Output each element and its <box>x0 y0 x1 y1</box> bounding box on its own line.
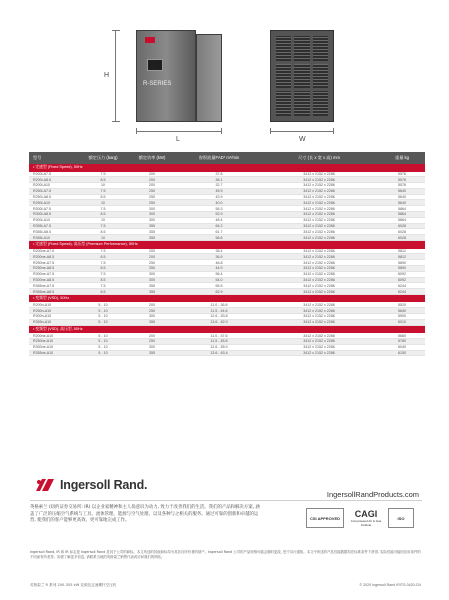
cell-weight: 5640 <box>398 195 406 200</box>
cell-fad: 11.5 - 44.6 <box>210 308 228 313</box>
cell-dimensions: 3412 x 2152 x 2286 <box>303 248 335 253</box>
cell-pressure: 5 - 10 <box>98 333 108 338</box>
cell-dimensions: 3412 x 2152 x 2286 <box>303 283 335 288</box>
cell-dimensions: 3412 x 2152 x 2286 <box>303 229 335 234</box>
cell-pressure: 7.5 <box>100 260 106 265</box>
cell-fad: 65.5 <box>215 283 223 288</box>
cell-weight: 5864 <box>398 212 406 217</box>
cell-fad: 56.6 <box>215 235 223 240</box>
cell-dimensions: 3412 x 2152 x 2286 <box>303 235 335 240</box>
cagi-badge <box>350 508 382 528</box>
cell-weight: 5864 <box>398 218 406 223</box>
cell-fad: 48.4 <box>215 218 223 223</box>
cell-dimensions: 3412 x 2152 x 2286 <box>303 189 335 194</box>
cell-pressure: 5 - 10 <box>98 308 108 313</box>
cell-model: R250n-A10 <box>33 308 52 313</box>
cell-power: 250 <box>149 339 155 344</box>
cell-pressure: 7.5 <box>100 224 106 229</box>
cell-model: R355ne-A10 <box>33 350 54 355</box>
cell-weight: 5780 <box>398 339 406 344</box>
cell-weight: 5576 <box>398 177 406 182</box>
cell-weight: 5900 <box>398 314 406 319</box>
header-dimensions: 尺寸 (长 x 宽 x 高) mm <box>298 155 340 160</box>
cell-weight: 5812 <box>398 248 406 253</box>
cell-weight: 5640 <box>398 200 406 205</box>
cell-power: 300 <box>149 272 155 277</box>
cell-model: R250i-A10 <box>33 200 50 205</box>
cell-weight: 5660 <box>398 333 406 338</box>
header-weight: 重量 kg <box>395 155 409 160</box>
cell-power: 250 <box>149 266 155 271</box>
cell-dimensions: 3412 x 2152 x 2286 <box>303 177 335 182</box>
header-model: 型号 <box>33 155 42 160</box>
cell-power: 355 <box>149 229 155 234</box>
cell-weight: 5576 <box>398 171 406 176</box>
cell-model: R355ne-A8.5 <box>33 289 55 294</box>
cell-weight: 6028 <box>398 229 406 234</box>
cell-weight: 5520 <box>398 302 406 307</box>
section-header: • 变频型 (VSD), 高压型, 50Hz <box>29 326 425 334</box>
cell-power: 200 <box>149 177 155 182</box>
cell-dimensions: 3412 x 2152 x 2286 <box>303 350 335 355</box>
cell-weight: 5812 <box>398 254 406 259</box>
spec-table <box>29 152 425 356</box>
cell-power: 300 <box>149 206 155 211</box>
cell-dimensions: 3412 x 2152 x 2286 <box>303 212 335 217</box>
cell-dimensions: 3412 x 2152 x 2286 <box>303 218 335 223</box>
cell-dimensions: 3412 x 2152 x 2286 <box>303 289 335 294</box>
cell-power: 355 <box>149 224 155 229</box>
brand-badge-icon <box>145 37 155 43</box>
cell-power: 355 <box>149 350 155 355</box>
cell-model: R300i-A7.5 <box>33 206 51 211</box>
cell-model: R200ne-A8.5 <box>33 254 55 259</box>
cell-dimensions: 3412 x 2152 x 2286 <box>303 195 335 200</box>
width-label: W <box>299 136 306 143</box>
cell-pressure: 8.5 <box>100 177 106 182</box>
cell-power: 200 <box>149 302 155 307</box>
cell-model: R355i-A8.5 <box>33 229 51 234</box>
cell-fad: 12.6 - 53.8 <box>210 314 228 319</box>
cell-weight: 5640 <box>398 189 406 194</box>
legal-text: Ingersoll Rand, IR 和 IR 标志是 Ingersoll Rand 及其子公司的商标。本文所述的其他商标均为其各自所有者的财产。Ingersoll Rand 公司的产品规格可能会随时更改, 恕不另行通知。本文中所述的产品性能数据均在标准条件下获得, 实际性能可能因应用条件的不同而有所差异。如需了解更多信息, 请联系当地的英格索兰销售代表或访问我们的网站。 <box>30 550 421 560</box>
cell-model: R200i-A7.5 <box>33 171 51 176</box>
cell-power: 200 <box>149 333 155 338</box>
cell-fad: 62.9 <box>215 289 223 294</box>
cell-dimensions: 3412 x 2152 x 2286 <box>303 277 335 282</box>
cell-fad: 36.1 <box>215 177 223 182</box>
cell-power: 200 <box>149 171 155 176</box>
front-label: R-SERIES <box>143 81 172 87</box>
cell-model: R200i-A10 <box>33 183 50 188</box>
cell-dimensions: 3412 x 2152 x 2286 <box>303 333 335 338</box>
cell-power: 250 <box>149 195 155 200</box>
cell-pressure: 7.5 <box>100 272 106 277</box>
cell-model: R200ne-A7.5 <box>33 248 55 253</box>
cell-fad: 64.2 <box>215 224 223 229</box>
cell-pressure: 5 - 10 <box>98 345 108 350</box>
cell-weight: 6092 <box>398 277 406 282</box>
footer-doc-title: 英格索兰 R 系列 200-355 kW 变频及定速螺杆空压机 <box>30 583 117 587</box>
cell-pressure: 8.5 <box>100 195 106 200</box>
cell-power: 250 <box>149 200 155 205</box>
cell-model: R300ne-A10 <box>33 345 54 350</box>
cell-pressure: 8.5 <box>100 254 106 259</box>
cell-model: R250i-A7.5 <box>33 189 51 194</box>
iso-badge: ISO <box>388 508 414 528</box>
cell-weight: 6040 <box>398 345 406 350</box>
cell-dimensions: 3412 x 2152 x 2286 <box>303 171 335 176</box>
cell-fad: 56.4 <box>215 272 223 277</box>
cell-power: 300 <box>149 314 155 319</box>
cell-dimensions: 3412 x 2152 x 2286 <box>303 302 335 307</box>
product-illustration <box>0 0 449 150</box>
cell-fad: 12.6 - 55.0 <box>210 345 228 350</box>
cell-model: R250ne-A8.5 <box>33 266 55 271</box>
cell-fad: 11.5 - 45.8 <box>210 339 228 344</box>
cell-power: 200 <box>149 183 155 188</box>
section-header: • 定速型 (Fixed Speed), 高压型 (Premium Performance), 50Hz <box>29 241 425 249</box>
cell-model: R200n-A10 <box>33 302 52 307</box>
cell-power: 250 <box>149 260 155 265</box>
cell-pressure: 5 - 10 <box>98 302 108 307</box>
cell-fad: 45.9 <box>215 189 223 194</box>
cell-dimensions: 3412 x 2152 x 2286 <box>303 266 335 271</box>
cell-weight: 5864 <box>398 206 406 211</box>
cell-weight: 6028 <box>398 224 406 229</box>
cell-model: R300ne-A7.5 <box>33 272 55 277</box>
compressor-side-view <box>196 34 222 122</box>
cell-power: 200 <box>149 248 155 253</box>
ingersoll-rand-mark-icon <box>34 477 56 493</box>
table-row <box>29 351 425 357</box>
cell-dimensions: 3412 x 2152 x 2286 <box>303 224 335 229</box>
cell-model: R250ne-A7.5 <box>33 260 55 265</box>
cell-fad: 52.9 <box>215 212 223 217</box>
cell-model: R355ne-A7.5 <box>33 283 55 288</box>
cell-dimensions: 3412 x 2152 x 2286 <box>303 254 335 259</box>
cell-fad: 38.4 <box>215 248 223 253</box>
cagi-subtitle: Compressed Air & Gas Institute <box>350 518 382 527</box>
cell-dimensions: 3412 x 2152 x 2286 <box>303 339 335 344</box>
website-link[interactable]: IngersollRandProducts.com <box>326 490 419 499</box>
header-pressure: 额定压力 (barg) <box>88 155 118 160</box>
csi-approved-badge: CSI APPROVED <box>306 508 344 528</box>
cell-model: R355i-A7.5 <box>33 224 51 229</box>
cagi-title: CAGI <box>354 508 378 519</box>
cell-weight: 6244 <box>398 283 406 288</box>
cell-power: 250 <box>149 189 155 194</box>
cell-fad: 44.9 <box>215 266 223 271</box>
cell-dimensions: 3412 x 2152 x 2286 <box>303 314 335 319</box>
height-dimension <box>112 30 120 122</box>
cell-fad: 46.8 <box>215 260 223 265</box>
cell-pressure: 10 <box>101 183 105 188</box>
cell-dimensions: 3412 x 2152 x 2286 <box>303 260 335 265</box>
height-label: H <box>104 72 110 79</box>
cell-power: 355 <box>149 320 155 325</box>
cell-model: R300n-A10 <box>33 314 52 319</box>
cell-pressure: 5 - 10 <box>98 320 108 325</box>
cell-power: 355 <box>149 289 155 294</box>
header-power: 额定功率 (kW) <box>138 155 166 160</box>
cell-fad: 13.6 - 62.0 <box>210 320 228 325</box>
cell-dimensions: 3412 x 2152 x 2286 <box>303 183 335 188</box>
cell-fad: 43.9 <box>215 195 223 200</box>
compressor-front-view <box>136 30 196 122</box>
cell-power: 355 <box>149 283 155 288</box>
cell-pressure: 5 - 10 <box>98 350 108 355</box>
cell-power: 200 <box>149 254 155 259</box>
cell-pressure: 8.5 <box>100 289 106 294</box>
table-header <box>29 152 425 164</box>
cell-dimensions: 3412 x 2152 x 2286 <box>303 200 335 205</box>
footer-divider <box>30 500 422 501</box>
cell-pressure: 5 - 10 <box>98 314 108 319</box>
cell-pressure: 8.5 <box>100 277 106 282</box>
cell-fad: 61.7 <box>215 229 223 234</box>
cell-model: R355n-A10 <box>33 320 52 325</box>
cell-pressure: 8.5 <box>100 212 106 217</box>
cell-model: R200ne-A10 <box>33 333 54 338</box>
cell-model: R300ne-A8.5 <box>33 277 55 282</box>
cell-weight: 6092 <box>398 272 406 277</box>
cell-dimensions: 3412 x 2152 x 2286 <box>303 320 335 325</box>
cell-fad: 11.0 - 37.6 <box>210 333 228 338</box>
cell-fad: 11.0 - 36.8 <box>210 302 228 307</box>
cell-pressure: 10 <box>101 200 105 205</box>
cell-weight: 6244 <box>398 289 406 294</box>
cell-power: 355 <box>149 235 155 240</box>
cell-model: R355i-A10 <box>33 235 50 240</box>
cell-weight: 6028 <box>398 235 406 240</box>
cell-pressure: 8.5 <box>100 266 106 271</box>
cell-pressure: 7.5 <box>100 248 106 253</box>
cell-fad: 36.9 <box>215 254 223 259</box>
cell-model: R200i-A8.5 <box>33 177 51 182</box>
cell-power: 250 <box>149 308 155 313</box>
cell-dimensions: 3412 x 2152 x 2286 <box>303 206 335 211</box>
cell-power: 300 <box>149 277 155 282</box>
length-label: L <box>176 136 180 143</box>
cell-dimensions: 3412 x 2152 x 2286 <box>303 272 335 277</box>
section-header: • 变频型 (VSD), 50Hz <box>29 295 425 303</box>
cell-fad: 40.0 <box>215 200 223 205</box>
footer-copyright: © 2020 Ingersoll Rand IRITS-0420-CN <box>359 583 421 587</box>
controller-screen-icon <box>147 59 163 71</box>
cell-fad: 55.3 <box>215 206 223 211</box>
cell-pressure: 10 <box>101 218 105 223</box>
cell-fad: 37.6 <box>215 171 223 176</box>
cell-weight: 5576 <box>398 183 406 188</box>
cell-weight: 6010 <box>398 320 406 325</box>
width-dimension <box>270 128 334 134</box>
certification-badges <box>306 506 424 530</box>
cell-weight: 5890 <box>398 260 406 265</box>
table-body <box>29 164 425 356</box>
cell-power: 300 <box>149 212 155 217</box>
cell-pressure: 7.5 <box>100 189 106 194</box>
cell-fad: 13.6 - 63.4 <box>210 350 228 355</box>
cell-pressure: 7.5 <box>100 206 106 211</box>
cell-pressure: 5 - 10 <box>98 339 108 344</box>
cell-fad: 32.7 <box>215 183 223 188</box>
cell-dimensions: 3412 x 2152 x 2286 <box>303 308 335 313</box>
cell-pressure: 7.5 <box>100 283 106 288</box>
brand-name: Ingersoll Rand. <box>60 478 148 492</box>
brand-logo <box>34 474 147 496</box>
cell-model: R300i-A8.5 <box>33 212 51 217</box>
company-blurb: 英格索兰 (纽约证券交易所: IR) 以企业家精神和主人翁意识为动力, 致力于改善我们的生活。我们的产品和解决方案, 涵盖了广泛的压缩空气系统与工具、流体管理、能源与空气处理、以及各种与之相关的服务。通过可靠的创新和卓越的运营, 使我们的客户能够更高效、更可靠地完成工作。 <box>30 505 260 524</box>
cell-dimensions: 3412 x 2152 x 2286 <box>303 345 335 350</box>
cell-model: R250i-A8.5 <box>33 195 51 200</box>
cell-weight: 5890 <box>398 266 406 271</box>
section-header: • 定速型 (Fixed Speed), 50Hz <box>29 164 425 172</box>
cell-model: R250ne-A10 <box>33 339 54 344</box>
cell-power: 300 <box>149 345 155 350</box>
cell-power: 300 <box>149 218 155 223</box>
cell-fad: 54.0 <box>215 277 223 282</box>
cell-pressure: 8.5 <box>100 229 106 234</box>
cell-weight: 6150 <box>398 350 406 355</box>
cell-pressure: 7.5 <box>100 171 106 176</box>
length-dimension <box>136 128 222 134</box>
header-fad: 容积流量FAD* m³/min <box>198 155 240 160</box>
compressor-rear-view <box>270 30 334 122</box>
cell-pressure: 10 <box>101 235 105 240</box>
cell-weight: 5640 <box>398 308 406 313</box>
cell-model: R300i-A10 <box>33 218 50 223</box>
